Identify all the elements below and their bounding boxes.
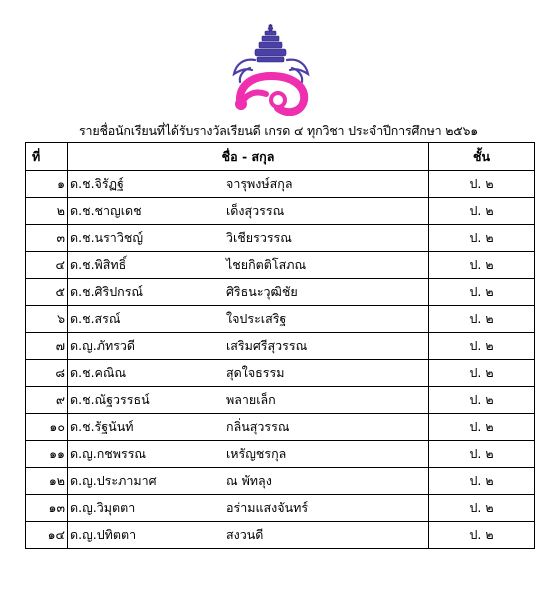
student-surname: อร่ามแสงจันทร์ (226, 500, 309, 515)
student-name-cell (68, 225, 429, 252)
grade-level: ป. ๒ (429, 468, 535, 495)
row-number: ๓ (26, 225, 68, 252)
student-surname: ไชยกิตติโสภณ (226, 257, 307, 272)
student-name-cell (68, 387, 429, 414)
table-row (26, 360, 535, 387)
row-number: ๒ (26, 198, 68, 225)
student-name: ด.ช.พิสิทธิ์ (70, 257, 127, 272)
table-row (26, 171, 535, 198)
grade-level: ป. ๒ (429, 441, 535, 468)
row-number: ๔ (26, 252, 68, 279)
row-number: ๕ (26, 279, 68, 306)
header-name: ชื่อ - สกุล (68, 143, 429, 171)
student-name-cell (68, 414, 429, 441)
student-name: ด.ช.จิรัฏฐ์ (70, 176, 124, 191)
table-row (26, 522, 535, 549)
grade-level: ป. ๒ (429, 495, 535, 522)
student-name-cell (68, 522, 429, 549)
row-number: ๑๐ (26, 414, 68, 441)
grade-level: ป. ๒ (429, 171, 535, 198)
student-surname: สุดใจธรรม (226, 365, 285, 380)
grade-level: ป. ๒ (429, 387, 535, 414)
table-row (26, 198, 535, 225)
table-row (26, 495, 535, 522)
grade-level: ป. ๒ (429, 414, 535, 441)
student-surname: จารุพงษ์สกุล (226, 176, 293, 191)
row-number: ๑๓ (26, 495, 68, 522)
student-surname: ใจประเสริฐ (226, 311, 287, 326)
grade-level: ป. ๒ (429, 252, 535, 279)
student-name-cell (68, 441, 429, 468)
row-number: ๑๔ (26, 522, 68, 549)
student-name: ด.ช.ชาญเดช (70, 203, 142, 218)
row-number: ๘ (26, 360, 68, 387)
student-name: ด.ญ.วิมุตตา (70, 500, 136, 515)
table-row (26, 468, 535, 495)
student-surname: ศิริธนะวุฒิชัย (226, 284, 298, 299)
award-list-table (25, 142, 535, 549)
row-number: ๑๑ (26, 441, 68, 468)
student-name: ด.ญ.กชพรรณ (70, 446, 147, 461)
row-number: ๑ (26, 171, 68, 198)
student-surname: พลายเล็ก (226, 392, 276, 407)
student-name: ด.ช.นราวิชญ์ (70, 230, 143, 245)
table-row (26, 333, 535, 360)
student-name-cell (68, 360, 429, 387)
student-name: ด.ญ.ประภามาศ (70, 473, 157, 488)
table-row (26, 441, 535, 468)
header-grade: ชั้น (429, 143, 535, 171)
student-name-cell (68, 252, 429, 279)
table-row (26, 387, 535, 414)
grade-level: ป. ๒ (429, 225, 535, 252)
student-name: ด.ช.ศิริปกรณ์ (70, 284, 144, 299)
student-surname: ณ พัทลุง (226, 473, 272, 488)
student-name-cell (68, 198, 429, 225)
grade-level: ป. ๒ (429, 360, 535, 387)
student-surname: กลิ่นสุวรรณ (226, 419, 290, 434)
student-name: ด.ช.รัฐนันท์ (70, 419, 134, 434)
student-name: ด.ญ.ภัทรวดี (70, 338, 136, 353)
table-row (26, 414, 535, 441)
table-row (26, 252, 535, 279)
student-surname: วิเชียรวรรณ (226, 230, 292, 245)
row-number: ๗ (26, 333, 68, 360)
student-surname: สงวนดี (226, 527, 264, 542)
student-name-cell (68, 306, 429, 333)
student-surname: เด็งสุวรรณ (226, 203, 285, 218)
table-header-row (26, 143, 535, 171)
page-title: รายชื่อนักเรียนที่ได้รับรางวัลเรียนดี เกรด ๔ ทุกวิชา ประจำปีการศึกษา ๒๕๖๑ (78, 123, 478, 138)
grade-level: ป. ๒ (429, 198, 535, 225)
grade-level: ป. ๒ (429, 306, 535, 333)
table-row (26, 306, 535, 333)
student-name-cell (68, 171, 429, 198)
table-row (26, 279, 535, 306)
student-name-cell (68, 279, 429, 306)
grade-level: ป. ๒ (429, 279, 535, 306)
table-row (26, 225, 535, 252)
student-name-cell (68, 495, 429, 522)
grade-level: ป. ๒ (429, 522, 535, 549)
row-number: ๑๒ (26, 468, 68, 495)
header-no: ที่ (26, 143, 68, 171)
student-surname: เสริมศรีสุวรรณ (226, 338, 308, 353)
row-number: ๖ (26, 306, 68, 333)
student-name: ด.ช.คณิณ (70, 365, 127, 380)
grade-level: ป. ๒ (429, 333, 535, 360)
student-name: ด.ญ.ปทิตตา (70, 527, 137, 542)
student-name-cell (68, 468, 429, 495)
row-number: ๙ (26, 387, 68, 414)
student-name: ด.ช.สรณ์ (70, 311, 121, 326)
school-crest-icon (228, 24, 314, 116)
student-name-cell (68, 333, 429, 360)
student-name: ด.ช.ณัฐวรรธน์ (70, 392, 150, 407)
student-surname: เหรัญชรกุล (226, 446, 287, 461)
